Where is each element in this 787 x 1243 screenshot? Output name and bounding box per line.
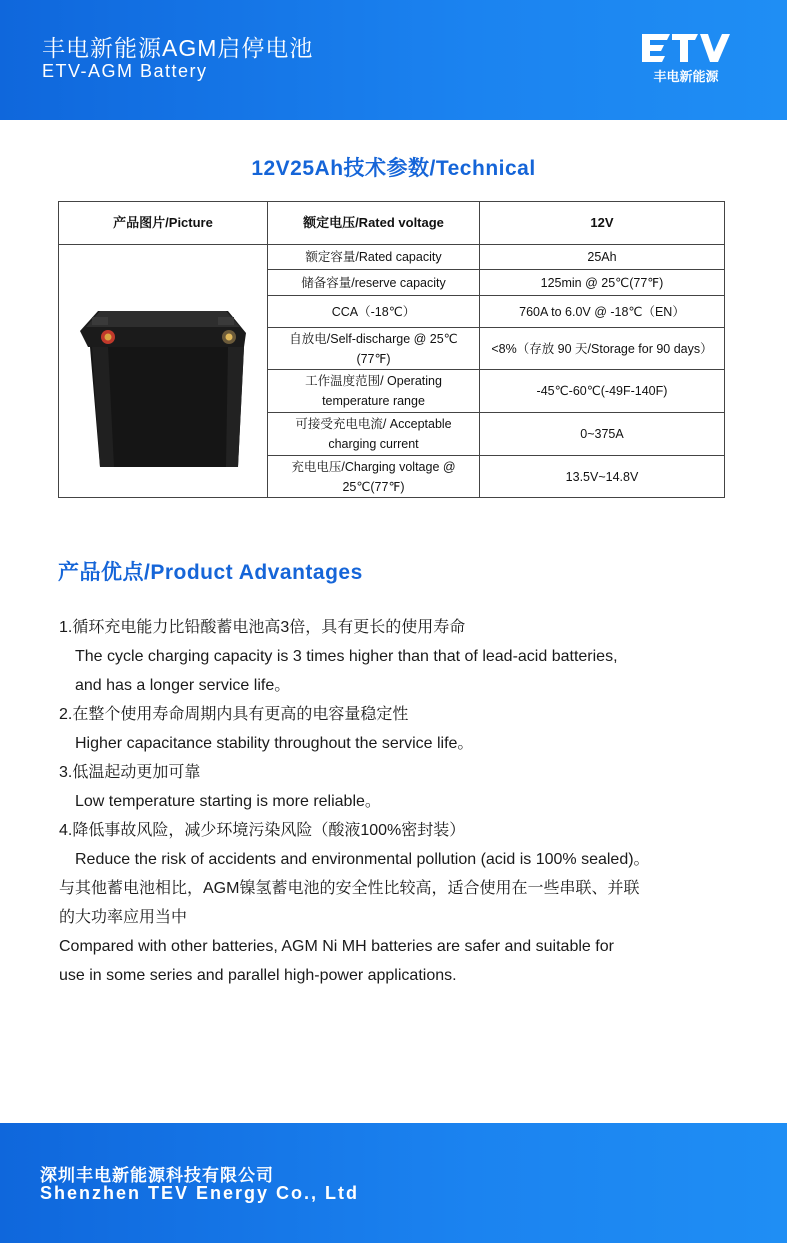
header-subtitle: ETV-AGM Battery — [42, 61, 208, 81]
summary-text: 的大功率应用当中 — [59, 909, 188, 926]
spec-value: <8%（存放 90 天/Storage for 90 days） — [480, 328, 725, 370]
advantage-heading: 1.循环充电能力比铅酸蓄电池高3倍，具有更长的使用寿命 — [59, 619, 466, 636]
spec-section-title: 12V25Ah技术参数/Technical — [251, 157, 536, 180]
advantage-text: Low temperature starting is more reliable。 — [75, 793, 381, 810]
spec-label: 工作温度范围/ Operating temperature range — [268, 370, 480, 413]
spec-value: 25Ah — [480, 245, 725, 270]
header-title: 丰电新能源AGM启停电池 — [42, 35, 314, 61]
summary-text: 与其他蓄电池相比，AGM镍氢蓄电池的安全性比较高，适合使用在一些串联、并联 — [59, 880, 640, 897]
advantages-title: 产品优点/Product Advantages — [58, 561, 363, 584]
company-name-cn: 深圳丰电新能源科技有限公司 — [40, 1166, 274, 1185]
advantage-text: and has a longer service life。 — [75, 677, 291, 694]
table-row — [59, 202, 725, 245]
battery-picture-cell — [59, 245, 268, 498]
spec-value: 125min @ 25℃(77℉) — [480, 270, 725, 296]
picture-header: 产品图片/Picture — [59, 202, 268, 245]
header-banner — [0, 0, 787, 120]
spec-value: 0~375A — [480, 413, 725, 456]
footer-banner — [0, 1123, 787, 1243]
summary-text: Compared with other batteries, AGM Ni MH batteries are safer and suitable for — [59, 938, 614, 955]
advantages-list — [59, 613, 739, 990]
spec-label: 额定电压/Rated voltage — [268, 202, 480, 245]
spec-label: 可接受充电电流/ Acceptable charging current — [268, 413, 480, 456]
spec-value: 760A to 6.0V @ -18℃（EN） — [480, 296, 725, 328]
spec-label: 自放电/Self-discharge @ 25℃ (77℉) — [268, 328, 480, 370]
advantage-heading: 4.降低事故风险，减少环境污染风险（酸液100%密封装） — [59, 822, 466, 839]
advantage-text: Reduce the risk of accidents and environmental pollution (acid is 100% sealed)。 — [75, 851, 650, 868]
summary-text: use in some series and parallel high-power applications. — [59, 967, 457, 984]
spec-value: 12V — [480, 202, 725, 245]
battery-image — [78, 271, 248, 471]
spec-label: 充电电压/Charging voltage @ 25℃(77℉) — [268, 456, 480, 498]
spec-label: CCA（-18℃） — [268, 296, 480, 328]
spec-value: 13.5V~14.8V — [480, 456, 725, 498]
advantage-heading: 3.低温起动更加可靠 — [59, 764, 201, 781]
company-name-en: Shenzhen TEV Energy Co., Ltd — [40, 1183, 360, 1203]
table-row — [59, 245, 725, 270]
logo-text: 丰电新能源 — [653, 69, 719, 84]
advantage-heading: 2.在整个使用寿命周期内具有更高的电容量稳定性 — [59, 706, 409, 723]
spec-label: 额定容量/Rated capacity — [268, 245, 480, 270]
advantage-text: The cycle charging capacity is 3 times higher than that of lead-acid batteries, — [75, 648, 618, 665]
spec-label: 储备容量/reserve capacity — [268, 270, 480, 296]
spec-table — [58, 201, 725, 498]
advantage-text: Higher capacitance stability throughout the service life。 — [75, 735, 474, 752]
spec-value: -45℃-60℃(-49F-140F) — [480, 370, 725, 413]
